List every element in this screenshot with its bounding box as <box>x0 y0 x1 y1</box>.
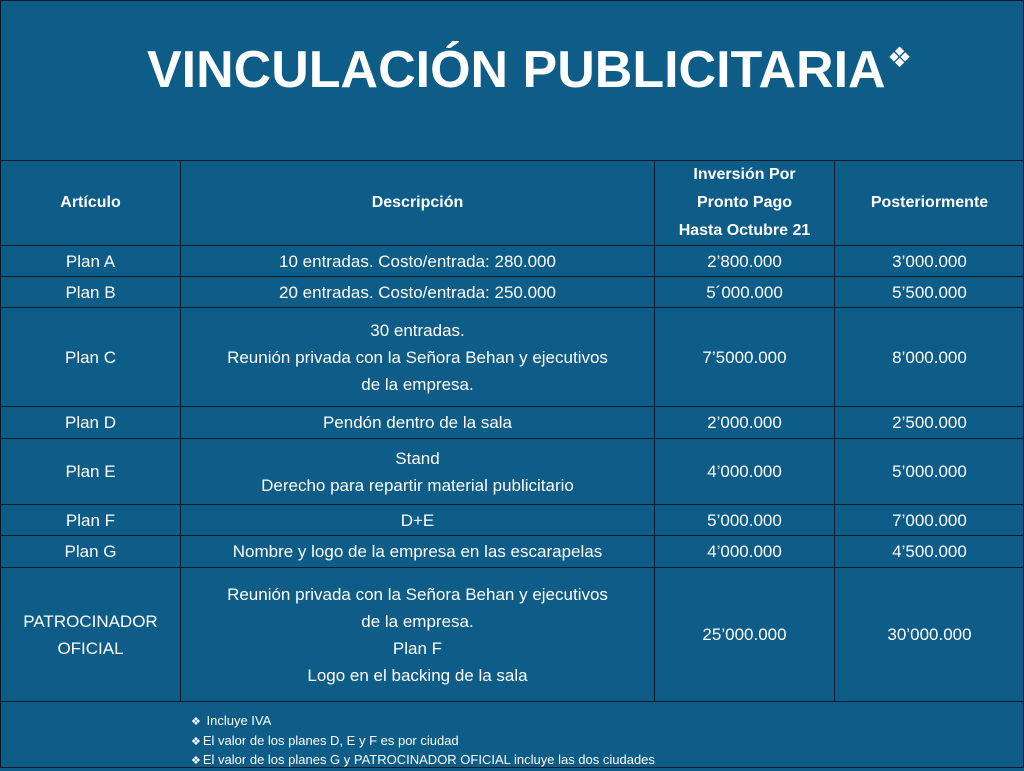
table-row <box>1 505 1024 536</box>
cell-articulo: Plan E <box>1 439 181 505</box>
cell-articulo <box>1 568 181 702</box>
footnote-item <box>191 732 655 752</box>
footnote-text: El valor de los planes G y PATROCINADOR OFICIAL incluye las dos ciudades <box>203 752 655 767</box>
header-inversion-line: Pronto Pago <box>659 189 830 217</box>
cell-posteriormente: 7’000.000 <box>835 505 1024 536</box>
cell-descripcion <box>181 568 655 702</box>
cell-articulo: Plan G <box>1 536 181 568</box>
cell-posteriormente: 3’000.000 <box>835 246 1024 277</box>
pricing-table <box>0 160 1024 702</box>
cell-posteriormente: 4’500.000 <box>835 536 1024 568</box>
cell-articulo-line: PATROCINADOR <box>5 608 176 635</box>
table-header-row <box>1 161 1024 246</box>
cell-descripcion-line: 30 entradas. <box>185 317 650 344</box>
table-row <box>1 439 1024 505</box>
header-articulo: Artículo <box>1 161 181 246</box>
cell-descripcion-line: Nombre y logo de la empresa en las escarapelas <box>185 538 650 565</box>
cell-inversion: 5’000.000 <box>655 505 835 536</box>
four-diamond-bullet-icon: ❖ <box>191 716 201 728</box>
cell-descripcion-line: Plan F <box>185 635 650 662</box>
header-posteriormente: Posteriormente <box>835 161 1024 246</box>
page-title: VINCULACIÓN PUBLICITARIA <box>147 40 886 100</box>
cell-posteriormente: 5’500.000 <box>835 277 1024 308</box>
table-row <box>1 568 1024 702</box>
cell-descripcion <box>181 439 655 505</box>
footnote-text: El valor de los planes D, E y F es por ciudad <box>203 733 459 748</box>
table-row <box>1 246 1024 277</box>
cell-articulo: Plan B <box>1 277 181 308</box>
cell-descripcion-line: 10 entradas. Costo/entrada: 280.000 <box>185 248 650 275</box>
four-diamond-bullet-icon: ❖ <box>191 736 201 748</box>
cell-descripcion-line: D+E <box>185 507 650 534</box>
cell-inversion: 4’000.000 <box>655 439 835 505</box>
cell-descripcion <box>181 308 655 407</box>
cell-inversion: 7’5000.000 <box>655 308 835 407</box>
cell-inversion: 2’800.000 <box>655 246 835 277</box>
cell-descripcion-line: Reunión privada con la Señora Behan y ejecutivos <box>185 344 650 371</box>
table-row <box>1 407 1024 439</box>
cell-descripcion <box>181 246 655 277</box>
cell-descripcion-line: 20 entradas. Costo/entrada: 250.000 <box>185 279 650 306</box>
cell-descripcion-line: Derecho para repartir material publicitario <box>185 472 650 499</box>
cell-descripcion <box>181 536 655 568</box>
cell-descripcion-line: Stand <box>185 445 650 472</box>
four-diamond-icon: ❖ <box>887 44 912 72</box>
footnote-item <box>191 712 655 732</box>
cell-articulo-line: OFICIAL <box>5 635 176 662</box>
cell-inversion: 4’000.000 <box>655 536 835 568</box>
title-area <box>0 0 1024 160</box>
header-inversion-line: Inversión Por <box>659 161 830 189</box>
cell-posteriormente: 2’500.000 <box>835 407 1024 439</box>
table-row <box>1 536 1024 568</box>
header-inversion <box>655 161 835 246</box>
cell-posteriormente: 5’000.000 <box>835 439 1024 505</box>
cell-inversion: 2’000.000 <box>655 407 835 439</box>
cell-posteriormente: 30’000.000 <box>835 568 1024 702</box>
table-row <box>1 277 1024 308</box>
cell-descripcion <box>181 277 655 308</box>
cell-descripcion-line: de la empresa. <box>185 608 650 635</box>
footnote-text: Incluye IVA <box>203 713 271 728</box>
cell-descripcion-line: de la empresa. <box>185 371 650 398</box>
header-descripcion: Descripción <box>181 161 655 246</box>
header-inversion-line: Hasta Octubre 21 <box>659 217 830 245</box>
table-body <box>1 246 1024 702</box>
cell-descripcion-line: Pendón dentro de la sala <box>185 409 650 436</box>
cell-articulo: Plan D <box>1 407 181 439</box>
table-row <box>1 308 1024 407</box>
cell-posteriormente: 8’000.000 <box>835 308 1024 407</box>
cell-descripcion-line: Logo en el backing de la sala <box>185 662 650 689</box>
cell-descripcion <box>181 407 655 439</box>
four-diamond-bullet-icon: ❖ <box>191 755 201 767</box>
cell-articulo: Plan F <box>1 505 181 536</box>
cell-inversion: 5´000.000 <box>655 277 835 308</box>
cell-descripcion <box>181 505 655 536</box>
cell-inversion: 25’000.000 <box>655 568 835 702</box>
footnotes <box>191 712 655 771</box>
cell-articulo: Plan C <box>1 308 181 407</box>
cell-descripcion-line: Reunión privada con la Señora Behan y ejecutivos <box>185 581 650 608</box>
cell-articulo: Plan A <box>1 246 181 277</box>
